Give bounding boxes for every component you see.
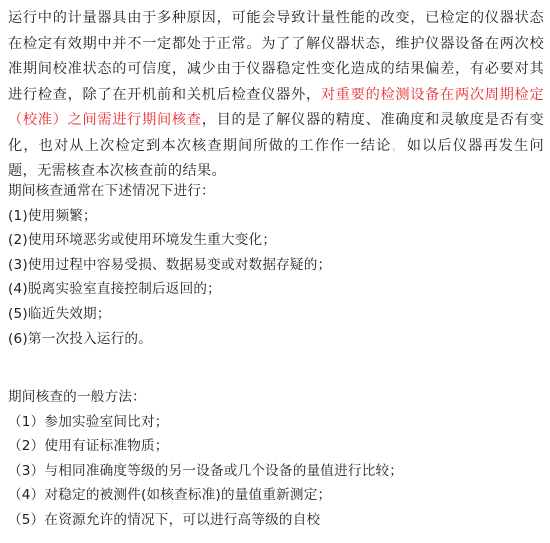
intro-watermark-comma: ， <box>391 137 407 154</box>
document-body <box>8 6 544 185</box>
methods-item: （2）使用有证标准物质； <box>8 438 169 455</box>
conditions-section <box>8 179 544 351</box>
intro-text-part3: 如以后仪器再发生问题，无需核查本次核查前的结果。 <box>8 137 544 179</box>
intro-highlight-text: 对重要的检测设备在两次周期检定（校准）之间需进行期间核查 <box>8 86 544 128</box>
methods-item: （3）与相同准确度等级的另一设备或几个设备的量值进行比较； <box>8 462 404 479</box>
conditions-item: (1)使用频繁； <box>8 207 97 224</box>
methods-heading: 期间核查的一般方法： <box>8 389 146 405</box>
methods-item: （5）在资源允许的情况下，可以进行高等级的自校 <box>8 511 321 528</box>
methods-section <box>8 385 544 533</box>
conditions-item: (4)脱离实验室直接控制后返回的； <box>8 281 221 298</box>
conditions-item: (3)使用过程中容易受损、数据易变或对数据存疑的； <box>8 256 332 273</box>
methods-item: （4）对稳定的被测件(如核查标准)的量值重新测定； <box>8 487 332 504</box>
methods-item: （1）参加实验室间比对； <box>8 413 169 430</box>
conditions-heading: 期间核查通常在下述情况下进行： <box>8 183 215 199</box>
conditions-item: (5)临近失效期； <box>8 305 111 322</box>
intro-text-part1: 运行中的计量器具由于多种原因，可能会导致计量性能的改变，已检定的仪器状态在检定有效期中并不一定都处于正常。为了了解仪器状态，维护仪器设备在两次校准期间校准状态的可信度，减少由于仪器稳定性变化造成的结果偏差，有必要对其进行检查，除了在开机前和关机后检查仪器外， <box>8 10 544 103</box>
conditions-item: (2)使用环境恶劣或使用环境发生重大变化； <box>8 232 277 249</box>
conditions-item: (6)第一次投入运行的。 <box>8 330 152 347</box>
intro-paragraph <box>8 6 544 185</box>
intro-text-part2: ，目的是了解仪器的精度、准确度和灵敏度是否有变化，也对从上次检定到本次核查期间所做的工作作一结论 <box>8 112 544 154</box>
